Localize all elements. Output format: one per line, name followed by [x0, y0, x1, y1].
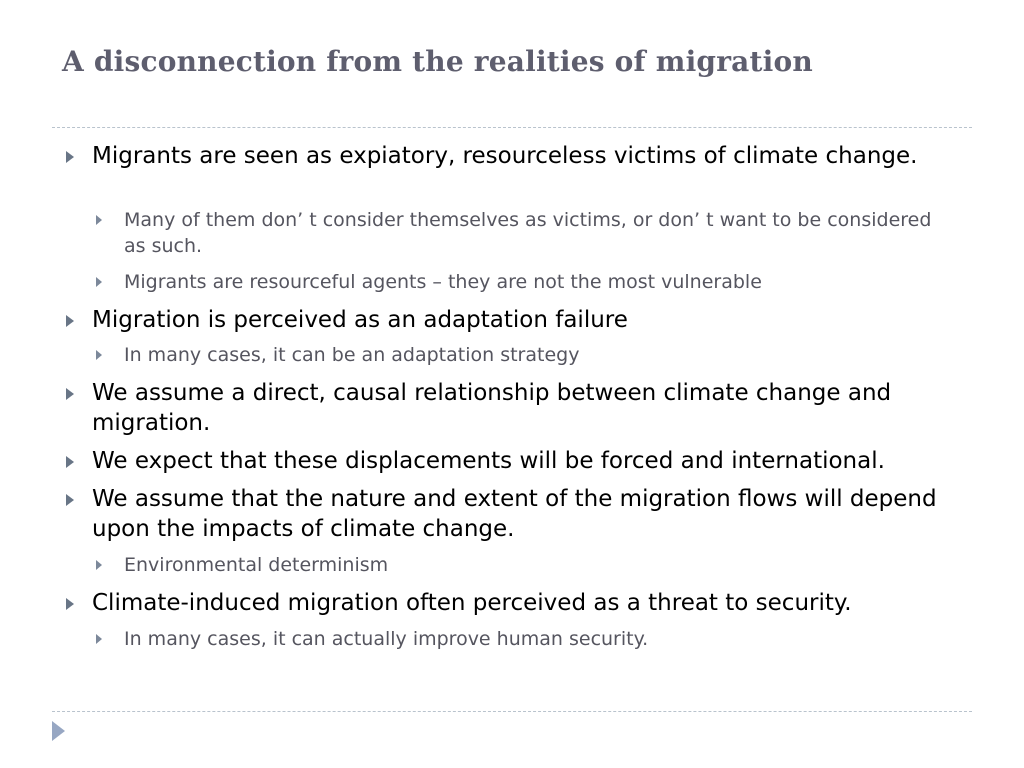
- bullet-level2: Many of them don’ t consider themselves as victims, or don’ t want to be considered as such.: [124, 209, 932, 257]
- triangle-right-icon: [66, 151, 74, 163]
- triangle-right-small-icon: [96, 277, 102, 287]
- triangle-right-icon: [66, 494, 74, 506]
- bullet-level1: We assume that the nature and extent of the migration flows will depend upon the impacts of climate change.: [92, 486, 937, 542]
- bullet-level2: In many cases, it can be an adaptation strategy: [124, 344, 580, 366]
- slide-title: A disconnection from the realities of migration: [62, 45, 813, 78]
- triangle-right-small-icon: [96, 215, 102, 225]
- play-icon[interactable]: [52, 721, 65, 741]
- triangle-right-small-icon: [96, 350, 102, 360]
- bullet-level1: We assume a direct, causal relationship between climate change and migration.: [92, 380, 892, 436]
- title-divider: [52, 127, 972, 128]
- bullet-level2: Migrants are resourceful agents – they are not the most vulnerable: [124, 271, 762, 293]
- footer-divider: [52, 711, 972, 712]
- bullet-level2: Environmental determinism: [124, 554, 389, 576]
- bullet-level1: Climate-induced migration often perceived as a threat to security.: [92, 590, 852, 616]
- bullet-level1: We expect that these displacements will be forced and international.: [92, 448, 885, 474]
- bullet-level2: In many cases, it can actually improve human security.: [124, 628, 649, 650]
- triangle-right-icon: [66, 598, 74, 610]
- triangle-right-icon: [66, 315, 74, 327]
- triangle-right-icon: [66, 388, 74, 400]
- bullet-level1: Migrants are seen as expiatory, resourceless victims of climate change.: [92, 143, 918, 169]
- bullet-level1: Migration is perceived as an adaptation failure: [92, 307, 628, 333]
- triangle-right-small-icon: [96, 634, 102, 644]
- triangle-right-small-icon: [96, 560, 102, 570]
- triangle-right-icon: [66, 456, 74, 468]
